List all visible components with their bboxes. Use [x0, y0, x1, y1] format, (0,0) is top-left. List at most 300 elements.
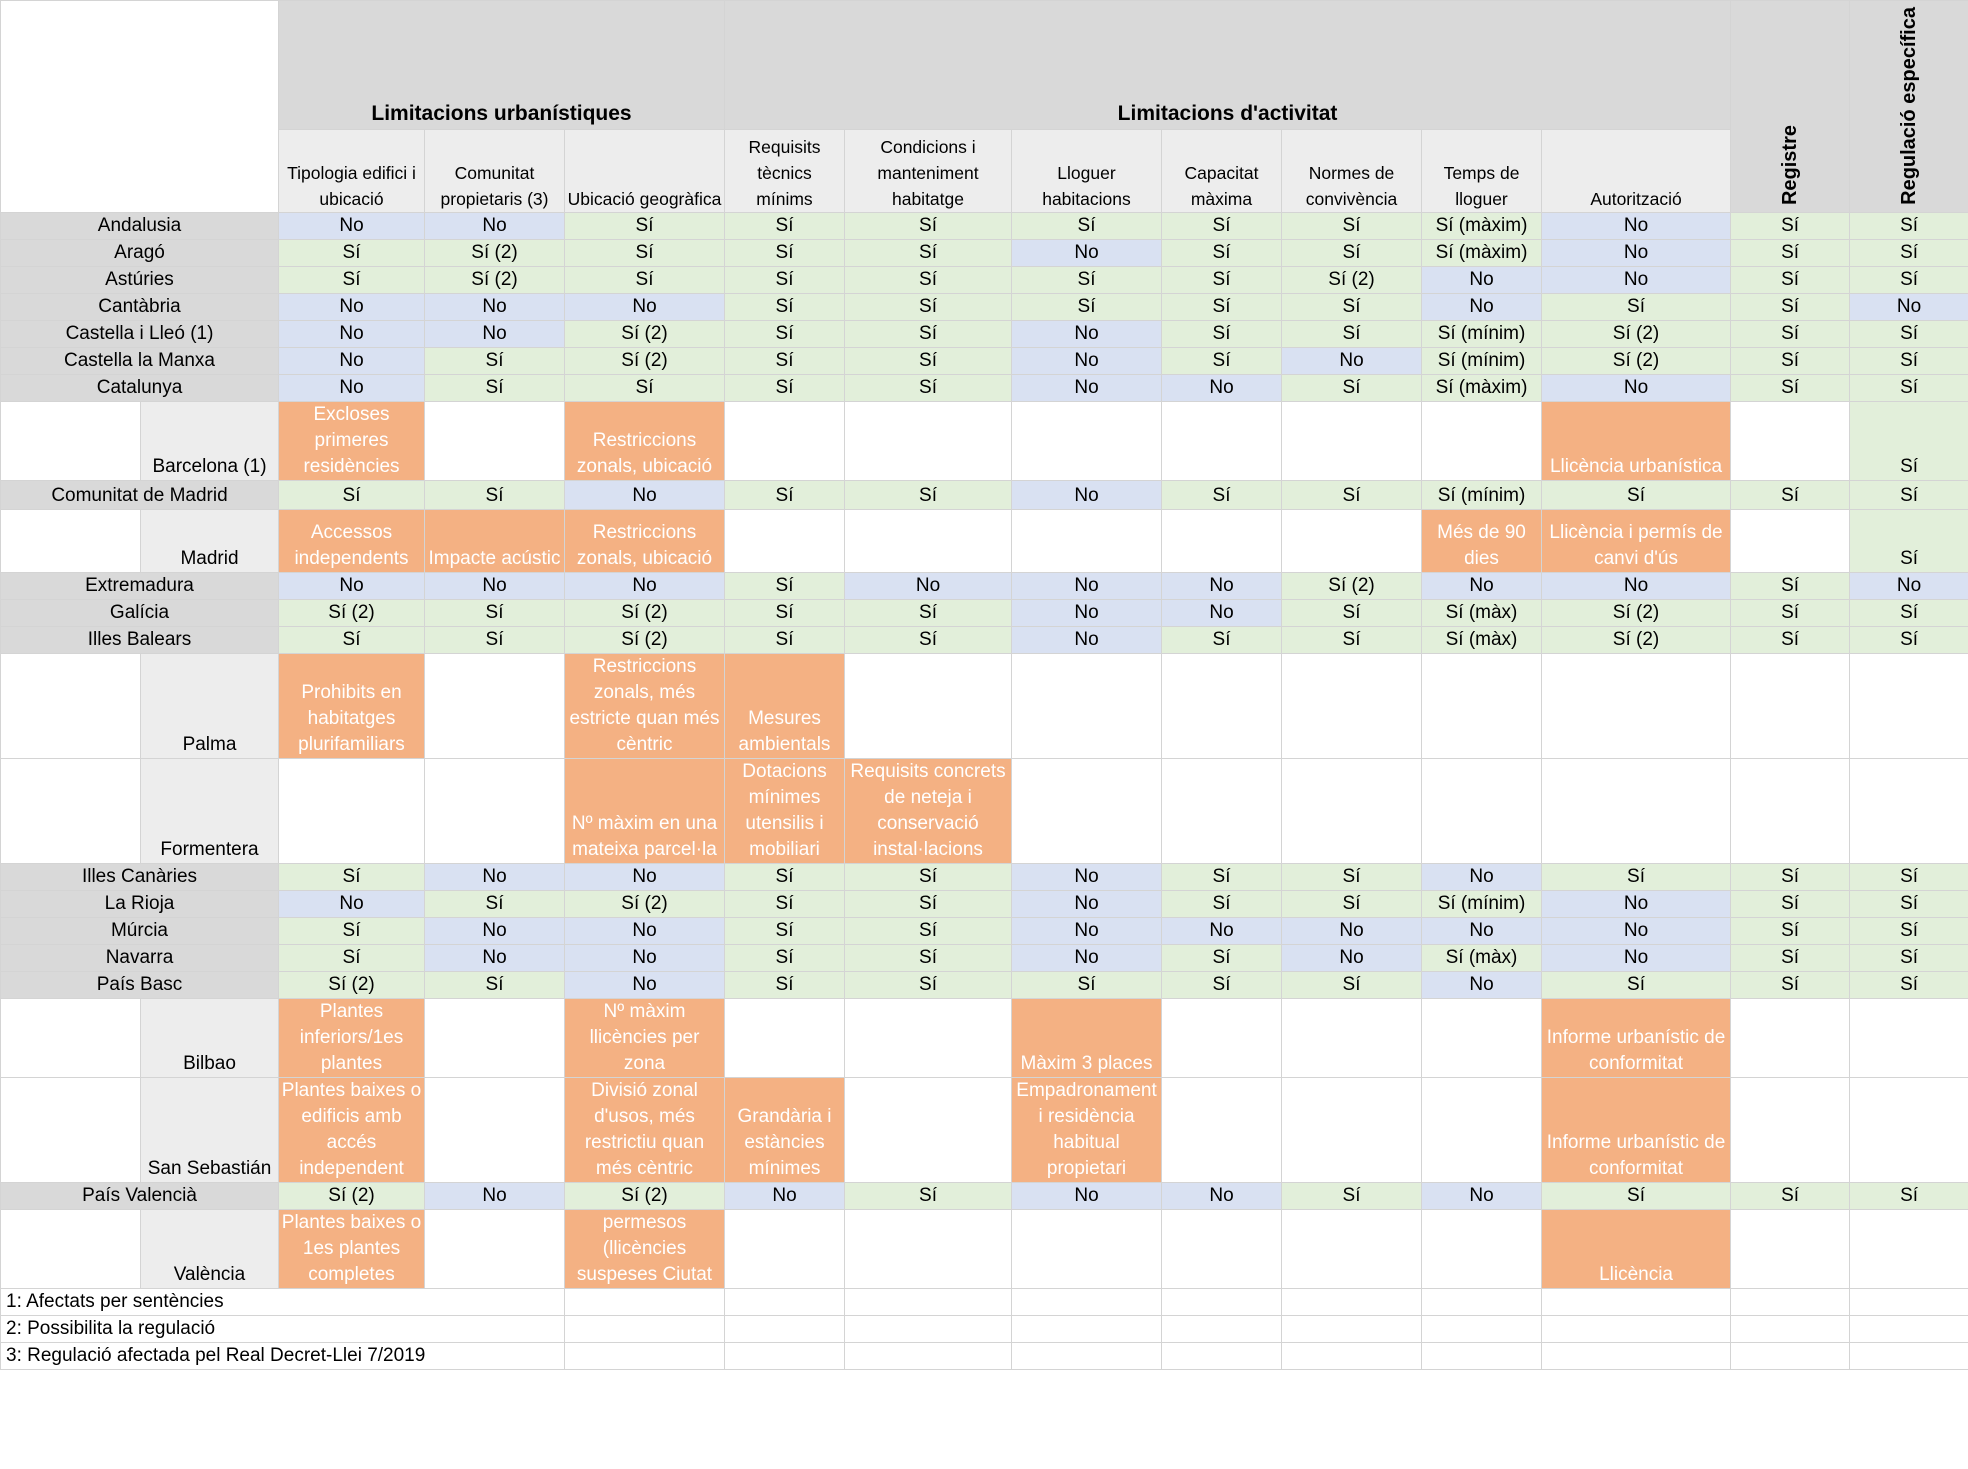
table-cell: Sí — [425, 374, 565, 401]
table-cell: Restriccions zonals, ubicació — [565, 509, 725, 572]
table-cell: Dotacions mínimes utensilis i mobiliari — [725, 758, 845, 863]
table-cell: Sí — [1162, 971, 1282, 998]
region-row — [1, 944, 1968, 971]
table-cell: Sí (mínim) — [1422, 480, 1542, 509]
table-cell: No — [1422, 572, 1542, 599]
table-cell: Sí — [1731, 944, 1850, 971]
table-cell — [1422, 998, 1542, 1077]
indent-cell — [1, 509, 141, 572]
table-cell: No — [279, 347, 425, 374]
table-cell: Sí (màx) — [1422, 599, 1542, 626]
table-cell: Sí — [725, 266, 845, 293]
table-cell: Sí (2) — [565, 320, 725, 347]
indent-cell — [1, 758, 141, 863]
table-cell — [1850, 998, 1968, 1077]
table-cell: Sí — [1850, 917, 1968, 944]
table-cell — [845, 401, 1012, 480]
empty-cell — [845, 1342, 1012, 1369]
table-cell: Sí — [1731, 917, 1850, 944]
indent-cell — [1, 1209, 141, 1288]
table-cell — [425, 758, 565, 863]
table-cell: No — [565, 480, 725, 509]
table-cell: Sí — [1850, 320, 1968, 347]
table-cell: Sí — [1012, 971, 1162, 998]
table-cell: Sí — [725, 212, 845, 239]
region-name: Astúries — [1, 266, 279, 293]
empty-cell — [725, 1315, 845, 1342]
table-cell: Màxim 3 places — [1012, 998, 1162, 1077]
table-cell: Sí — [1542, 1182, 1731, 1209]
empty-cell — [1162, 1288, 1282, 1315]
table-cell: Sí — [425, 480, 565, 509]
table-cell — [1162, 758, 1282, 863]
table-cell: Sí — [845, 266, 1012, 293]
table-cell: Sí — [1731, 347, 1850, 374]
table-cell: Sí (2) — [1542, 320, 1731, 347]
table-cell: No — [845, 572, 1012, 599]
table-cell: No — [1542, 917, 1731, 944]
table-cell: Sí — [1162, 266, 1282, 293]
region-name: Extremadura — [1, 572, 279, 599]
table-cell: No — [425, 572, 565, 599]
table-cell — [1422, 1077, 1542, 1182]
table-cell: Sí — [845, 374, 1012, 401]
table-cell: Sí — [845, 1182, 1012, 1209]
empty-cell — [1422, 1288, 1542, 1315]
region-row — [1, 890, 1968, 917]
table-cell: Sí — [425, 599, 565, 626]
table-cell: Sí — [1282, 626, 1422, 653]
table-cell: Sí — [1731, 293, 1850, 320]
group-urban-header: Limitacions urbanístiques — [279, 1, 725, 130]
table-cell: Sí — [845, 971, 1012, 998]
table-cell: No — [279, 212, 425, 239]
table-cell: Sí (2) — [565, 1182, 725, 1209]
table-cell — [1542, 653, 1731, 758]
table-cell: Nº màxim llicències per zona — [565, 998, 725, 1077]
table-cell: Sí — [845, 944, 1012, 971]
footnote-row — [1, 1342, 1968, 1369]
table-cell: Sí — [1282, 293, 1422, 320]
table-cell — [1012, 401, 1162, 480]
table-cell: Sí — [279, 266, 425, 293]
table-cell — [425, 1077, 565, 1182]
city-name: Palma — [141, 653, 279, 758]
table-cell: No — [279, 572, 425, 599]
table-cell — [845, 1077, 1012, 1182]
table-cell: Sí — [1731, 239, 1850, 266]
table-cell — [1850, 653, 1968, 758]
table-cell: Sí — [1850, 863, 1968, 890]
table-cell — [1542, 758, 1731, 863]
table-cell: Sí — [1731, 863, 1850, 890]
table-cell: No — [565, 917, 725, 944]
table-cell: Sí — [1282, 863, 1422, 890]
table-cell: No — [1542, 212, 1731, 239]
region-row — [1, 863, 1968, 890]
table-cell: Plantes baixes o 1es plantes completes — [279, 1209, 425, 1288]
table-cell — [1422, 653, 1542, 758]
empty-cell — [1731, 1342, 1850, 1369]
table-cell: Excloses primeres residències — [279, 401, 425, 480]
empty-cell — [1731, 1288, 1850, 1315]
table-cell: Sí (2) — [425, 266, 565, 293]
empty-cell — [845, 1288, 1012, 1315]
table-cell: No — [725, 1182, 845, 1209]
table-cell — [1850, 758, 1968, 863]
table-cell: No — [1850, 572, 1968, 599]
table-cell: Restriccions zonals, ubicació — [565, 401, 725, 480]
table-cell: Sí (2) — [565, 626, 725, 653]
table-cell — [1282, 509, 1422, 572]
region-name: Múrcia — [1, 917, 279, 944]
table-cell: Sí — [1731, 572, 1850, 599]
table-cell: Sí (mínim) — [1422, 320, 1542, 347]
table-cell: Sí — [1850, 401, 1968, 480]
region-name: Galícia — [1, 599, 279, 626]
table-cell: Informe urbanístic de conformitat — [1542, 1077, 1731, 1182]
table-cell: Sí — [1850, 212, 1968, 239]
column-header: Ubicació geogràfica — [565, 130, 725, 213]
group-activity-header: Limitacions d'activitat — [725, 1, 1731, 130]
table-cell — [1422, 401, 1542, 480]
table-cell: Sí — [1162, 212, 1282, 239]
empty-cell — [1542, 1342, 1731, 1369]
table-cell: No — [1282, 917, 1422, 944]
table-cell: Sí — [1282, 320, 1422, 347]
footnote-row — [1, 1315, 1968, 1342]
table-cell: Sí — [725, 480, 845, 509]
table-cell: Sí — [1282, 480, 1422, 509]
table-cell: Restriccions zonals, més estricte quan més cèntric — [565, 653, 725, 758]
table-cell: Sí — [725, 890, 845, 917]
table-cell: Sí — [1282, 239, 1422, 266]
table-cell — [845, 653, 1012, 758]
table-cell: No — [1012, 347, 1162, 374]
table-cell — [1012, 758, 1162, 863]
table-cell — [1162, 1077, 1282, 1182]
table-cell: No — [279, 320, 425, 347]
region-name: Andalusia — [1, 212, 279, 239]
table-cell — [1282, 653, 1422, 758]
table-cell: No — [1850, 293, 1968, 320]
table-cell — [725, 998, 845, 1077]
table-cell: Plantes baixes o edificis amb accés independent — [279, 1077, 425, 1182]
table-cell: No — [279, 890, 425, 917]
table-cell: Sí (mínim) — [1422, 347, 1542, 374]
table-cell — [1850, 1209, 1968, 1288]
region-row — [1, 293, 1968, 320]
table-cell: No — [1162, 1182, 1282, 1209]
table-cell: No — [1422, 917, 1542, 944]
table-cell: Sí — [725, 293, 845, 320]
region-name: Illes Canàries — [1, 863, 279, 890]
table-cell — [1282, 401, 1422, 480]
table-cell — [1282, 1209, 1422, 1288]
region-name: Navarra — [1, 944, 279, 971]
table-cell: Sí — [1850, 890, 1968, 917]
region-row — [1, 212, 1968, 239]
city-row — [1, 1209, 1968, 1288]
table-cell: Sí — [1731, 320, 1850, 347]
city-name: Barcelona (1) — [141, 401, 279, 480]
table-cell: Sí (mínim) — [1422, 890, 1542, 917]
table-cell: No — [1012, 1182, 1162, 1209]
table-cell: Sí — [1162, 863, 1282, 890]
table-cell: Llicència — [1542, 1209, 1731, 1288]
table-cell: No — [1542, 239, 1731, 266]
table-cell — [725, 401, 845, 480]
table-cell: Sí (2) — [1282, 572, 1422, 599]
table-cell: No — [279, 293, 425, 320]
table-cell: Sí — [725, 347, 845, 374]
table-cell: Sí — [1731, 626, 1850, 653]
table-cell: No — [1542, 944, 1731, 971]
table-cell: Sí (2) — [425, 239, 565, 266]
table-cell: Sí — [565, 212, 725, 239]
table-cell: Sí — [845, 212, 1012, 239]
footnote-row — [1, 1288, 1968, 1315]
table-cell: Requisits concrets de neteja i conservació instal·lacions — [845, 758, 1012, 863]
indent-cell — [1, 401, 141, 480]
table-cell — [1731, 758, 1850, 863]
region-row — [1, 599, 1968, 626]
table-cell: Sí (2) — [565, 599, 725, 626]
table-cell: permesos (llicències suspeses Ciutat — [565, 1209, 725, 1288]
table-cell: Sí — [1731, 890, 1850, 917]
table-cell: Mesures ambientals — [725, 653, 845, 758]
table-cell: Plantes inferiors/1es plantes — [279, 998, 425, 1077]
region-row — [1, 239, 1968, 266]
city-name: Formentera — [141, 758, 279, 863]
empty-cell — [565, 1342, 725, 1369]
empty-cell — [565, 1315, 725, 1342]
table-cell: No — [1542, 266, 1731, 293]
table-cell: No — [1012, 599, 1162, 626]
table-cell: No — [1012, 944, 1162, 971]
region-row — [1, 320, 1968, 347]
empty-cell — [1850, 1288, 1968, 1315]
region-row — [1, 917, 1968, 944]
region-name: Cantàbria — [1, 293, 279, 320]
table-cell — [1282, 1077, 1422, 1182]
table-cell: No — [565, 971, 725, 998]
table-cell: Sí — [1731, 480, 1850, 509]
table-cell: No — [1162, 374, 1282, 401]
table-cell: Sí — [845, 480, 1012, 509]
table-cell: Sí (2) — [565, 890, 725, 917]
table-cell — [425, 401, 565, 480]
empty-cell — [1282, 1315, 1422, 1342]
table-cell: No — [1422, 293, 1542, 320]
table-cell: Sí — [565, 239, 725, 266]
table-cell: Sí — [1850, 480, 1968, 509]
table-cell — [1012, 509, 1162, 572]
table-cell: Sí — [425, 971, 565, 998]
table-cell: No — [425, 212, 565, 239]
table-cell: Sí — [1731, 374, 1850, 401]
region-row — [1, 626, 1968, 653]
table-cell: Sí — [725, 320, 845, 347]
table-cell: No — [1012, 374, 1162, 401]
empty-cell — [1542, 1288, 1731, 1315]
table-cell: No — [565, 572, 725, 599]
registre-header: Registre — [1731, 1, 1850, 213]
table-cell: No — [1012, 239, 1162, 266]
table-cell: No — [1162, 599, 1282, 626]
table-cell: Impacte acústic — [425, 509, 565, 572]
table-cell: No — [565, 293, 725, 320]
table-cell: Sí — [425, 347, 565, 374]
empty-cell — [1850, 1342, 1968, 1369]
table-cell: Sí — [1282, 599, 1422, 626]
table-cell: No — [565, 863, 725, 890]
table-cell: Sí — [725, 944, 845, 971]
empty-cell — [1282, 1288, 1422, 1315]
table-cell — [845, 509, 1012, 572]
table-cell — [1012, 653, 1162, 758]
table-cell: Sí — [1012, 212, 1162, 239]
table-cell: Sí (màx) — [1422, 944, 1542, 971]
table-cell — [725, 509, 845, 572]
table-cell: Sí — [279, 863, 425, 890]
table-cell: Més de 90 dies — [1422, 509, 1542, 572]
table-cell: No — [425, 1182, 565, 1209]
table-cell: Sí — [1850, 971, 1968, 998]
table-cell: Sí — [565, 266, 725, 293]
table-cell — [1162, 401, 1282, 480]
table-cell: Sí — [725, 374, 845, 401]
table-cell: Llicència i permís de canvi d'ús — [1542, 509, 1731, 572]
table-cell: No — [1422, 1182, 1542, 1209]
city-row — [1, 509, 1968, 572]
table-cell: No — [1422, 971, 1542, 998]
table-cell: Divisió zonal d'usos, més restrictiu quan més cèntric — [565, 1077, 725, 1182]
table-cell — [845, 998, 1012, 1077]
empty-cell — [1012, 1288, 1162, 1315]
table-cell: No — [1012, 572, 1162, 599]
table-cell: Sí (2) — [1542, 347, 1731, 374]
table-cell: Sí — [725, 572, 845, 599]
empty-cell — [1282, 1342, 1422, 1369]
table-cell: Sí — [279, 239, 425, 266]
table-cell: Sí — [425, 890, 565, 917]
empty-cell — [1162, 1315, 1282, 1342]
city-name: València — [141, 1209, 279, 1288]
table-cell: Sí — [1012, 293, 1162, 320]
table-cell — [725, 1209, 845, 1288]
table-cell — [1422, 758, 1542, 863]
table-cell: Sí (2) — [565, 347, 725, 374]
table-cell: Sí — [1731, 971, 1850, 998]
table-cell: Sí — [1162, 239, 1282, 266]
empty-cell — [1422, 1315, 1542, 1342]
table-cell — [425, 653, 565, 758]
table-cell: Sí — [565, 374, 725, 401]
region-name: Castella la Manxa — [1, 347, 279, 374]
table-cell: No — [425, 293, 565, 320]
region-row — [1, 266, 1968, 293]
indent-cell — [1, 653, 141, 758]
city-row — [1, 758, 1968, 863]
table-cell: Sí — [845, 239, 1012, 266]
table-cell: No — [1422, 863, 1542, 890]
table-cell: Sí — [845, 320, 1012, 347]
city-row — [1, 401, 1968, 480]
indent-cell — [1, 1077, 141, 1182]
table-cell — [1850, 1077, 1968, 1182]
table-cell: Sí — [1731, 266, 1850, 293]
table-cell: Prohibits en habitatges plurifamiliars — [279, 653, 425, 758]
table-cell: No — [425, 917, 565, 944]
footnote: 1: Afectats per sentències — [1, 1288, 565, 1315]
region-name: Catalunya — [1, 374, 279, 401]
column-header: Tipologia edifici i ubicació — [279, 130, 425, 213]
empty-cell — [565, 1288, 725, 1315]
region-name: Illes Balears — [1, 626, 279, 653]
empty-cell — [1731, 1315, 1850, 1342]
column-header: Condicions i manteniment habitatge — [845, 130, 1012, 213]
table-cell: Sí (màx) — [1422, 626, 1542, 653]
table-cell: Sí — [845, 347, 1012, 374]
table-cell: Sí — [725, 599, 845, 626]
table-cell — [1731, 653, 1850, 758]
city-name: Bilbao — [141, 998, 279, 1077]
table-cell: Sí — [1162, 480, 1282, 509]
table-cell: Llicència urbanística — [1542, 401, 1731, 480]
empty-cell — [845, 1315, 1012, 1342]
table-cell: Sí — [1850, 239, 1968, 266]
table-cell: Sí — [725, 971, 845, 998]
table-cell: No — [425, 944, 565, 971]
column-header: Capacitat màxima — [1162, 130, 1282, 213]
table-cell: Sí — [1850, 266, 1968, 293]
table-cell: Sí — [845, 599, 1012, 626]
table-cell: No — [425, 863, 565, 890]
table-cell — [1012, 1209, 1162, 1288]
column-header: Autorització — [1542, 130, 1731, 213]
table-cell: Sí — [845, 890, 1012, 917]
region-row — [1, 971, 1968, 998]
table-cell: No — [1012, 863, 1162, 890]
region-name: Castella i Lleó (1) — [1, 320, 279, 347]
table-cell: Sí — [1731, 599, 1850, 626]
empty-cell — [1012, 1342, 1162, 1369]
city-row — [1, 653, 1968, 758]
table-cell: Sí — [1542, 971, 1731, 998]
table-cell: Sí (2) — [1542, 599, 1731, 626]
table-cell: Grandària i estàncies mínimes — [725, 1077, 845, 1182]
table-cell: Informe urbanístic de conformitat — [1542, 998, 1731, 1077]
region-row — [1, 1182, 1968, 1209]
table-cell — [1282, 758, 1422, 863]
table-cell — [1162, 1209, 1282, 1288]
table-cell: No — [1012, 480, 1162, 509]
table-cell: Sí (2) — [279, 599, 425, 626]
table-cell: Sí — [1282, 212, 1422, 239]
table-cell — [1422, 1209, 1542, 1288]
table-cell: Sí — [425, 626, 565, 653]
table-cell: No — [279, 374, 425, 401]
footnote: 2: Possibilita la regulació — [1, 1315, 565, 1342]
regulacio-header: Regulació específica — [1850, 1, 1968, 213]
table-cell: Sí — [1162, 293, 1282, 320]
city-name: San Sebastián — [141, 1077, 279, 1182]
table-cell: No — [565, 944, 725, 971]
table-cell: No — [1012, 320, 1162, 347]
table-cell: Sí (2) — [279, 1182, 425, 1209]
table-cell — [1731, 1077, 1850, 1182]
